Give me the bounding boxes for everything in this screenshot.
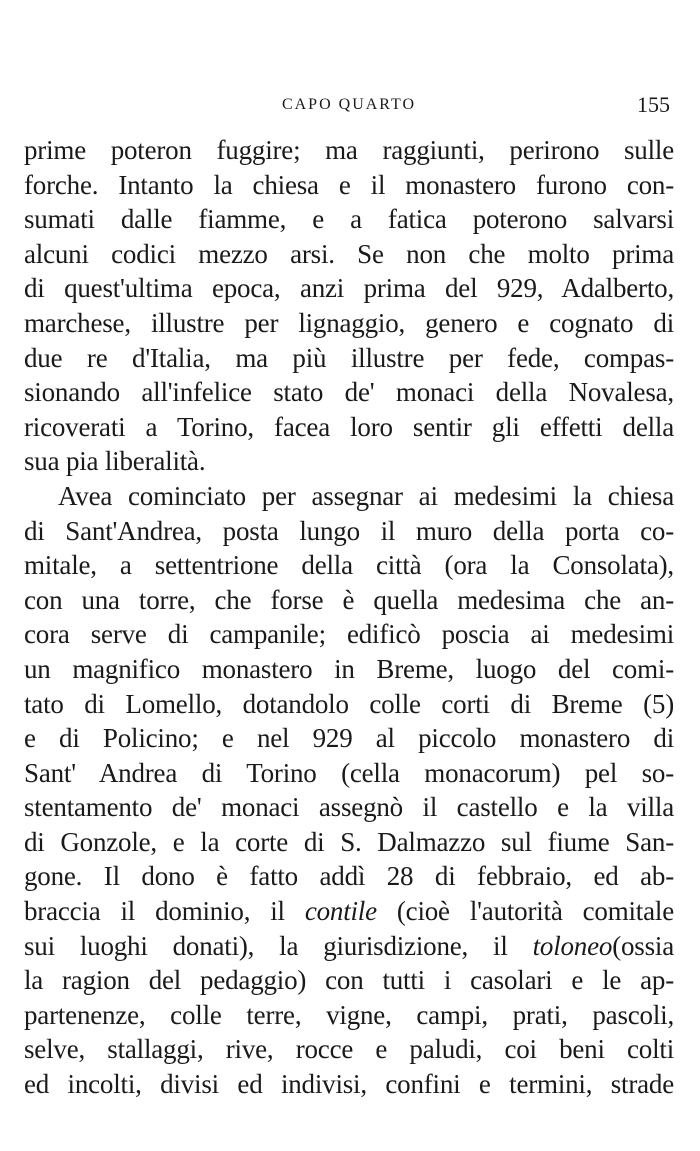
text-segment: (cioè l'autorità comitale [376,896,674,927]
page-number: 155 [637,92,670,117]
text-line: con una torre, che forse è quella medesima che an- [24,584,674,615]
text-line: cora serve di campanile; edificò poscia ai medesimi [24,619,674,650]
text-segment: (ossia [612,930,674,961]
text-line: tato di Lomello, dotandolo colle corti di Breme (5) [24,688,674,719]
text-line: due re d'Italia, ma più illustre per fede, compas- [24,342,674,373]
text-line: mitale, a settentrione della città (ora la Consolata), [24,550,674,581]
italic-term-toloneo: toloneo [532,930,613,961]
text-line: di quest'ultima epoca, anzi prima del 929, Adalberto, [24,273,674,304]
body-text [24,133,674,1102]
italic-term-contile: contile [304,896,377,927]
text-line: marchese, illustre per lignaggio, genero e cognato di [24,307,674,338]
running-head: CAPO QUARTO [281,96,417,113]
text-line: sumati dalle fiamme, e a fatica poterono salvarsi [24,204,674,235]
book-page [24,0,674,1151]
text-line: un magnifico monastero in Breme, luogo del comi- [24,653,674,684]
text-line: ed incolti, divisi ed indivisi, confini e termini, strade [24,1069,674,1100]
text-line [24,894,674,929]
text-line: prime poteron fuggire; ma raggiunti, perirono sulle [24,135,674,165]
text-line: di Sant'Andrea, posta lungo il muro della porta co- [24,515,674,546]
text-line: gone. Il dono è fatto addì 28 di febbraio, ed ab- [24,861,674,892]
text-line: sua pia liberalità. [24,446,206,477]
text-line [24,929,674,964]
text-line: stentamento de' monaci assegnò il castello e la villa [24,792,674,823]
page-header [24,92,674,118]
text-line: selve, stallaggi, rive, rocce e paludi, coi beni colti [24,1034,674,1065]
text-line: e di Policino; e nel 929 al piccolo monastero di [24,723,674,754]
text-line: sionando all'infelice stato de' monaci della Novalesa, [24,377,674,408]
text-segment: braccia il dominio, il [24,896,305,927]
text-line: alcuni codici mezzo arsi. Se non che molto prima [24,238,674,269]
text-line: forche. Intanto la chiesa e il monastero furono con- [24,169,674,200]
text-line: Sant' Andrea di Torino (cella monacorum) pel so- [24,757,674,788]
text-line: di Gonzole, e la corte di S. Dalmazzo sul fiume San- [24,826,674,857]
text-line: partenenze, colle terre, vigne, campi, prati, pascoli, [24,999,674,1030]
text-segment: sui luoghi donati), la giurisdizione, il [24,930,533,961]
text-line: ricoverati a Torino, facea loro sentir gli effetti della [24,411,674,442]
text-line: Avea cominciato per assegnar ai medesimi la chiesa [58,480,674,511]
text-line: la ragion del pedaggio) con tutti i casolari e le ap- [24,965,674,996]
